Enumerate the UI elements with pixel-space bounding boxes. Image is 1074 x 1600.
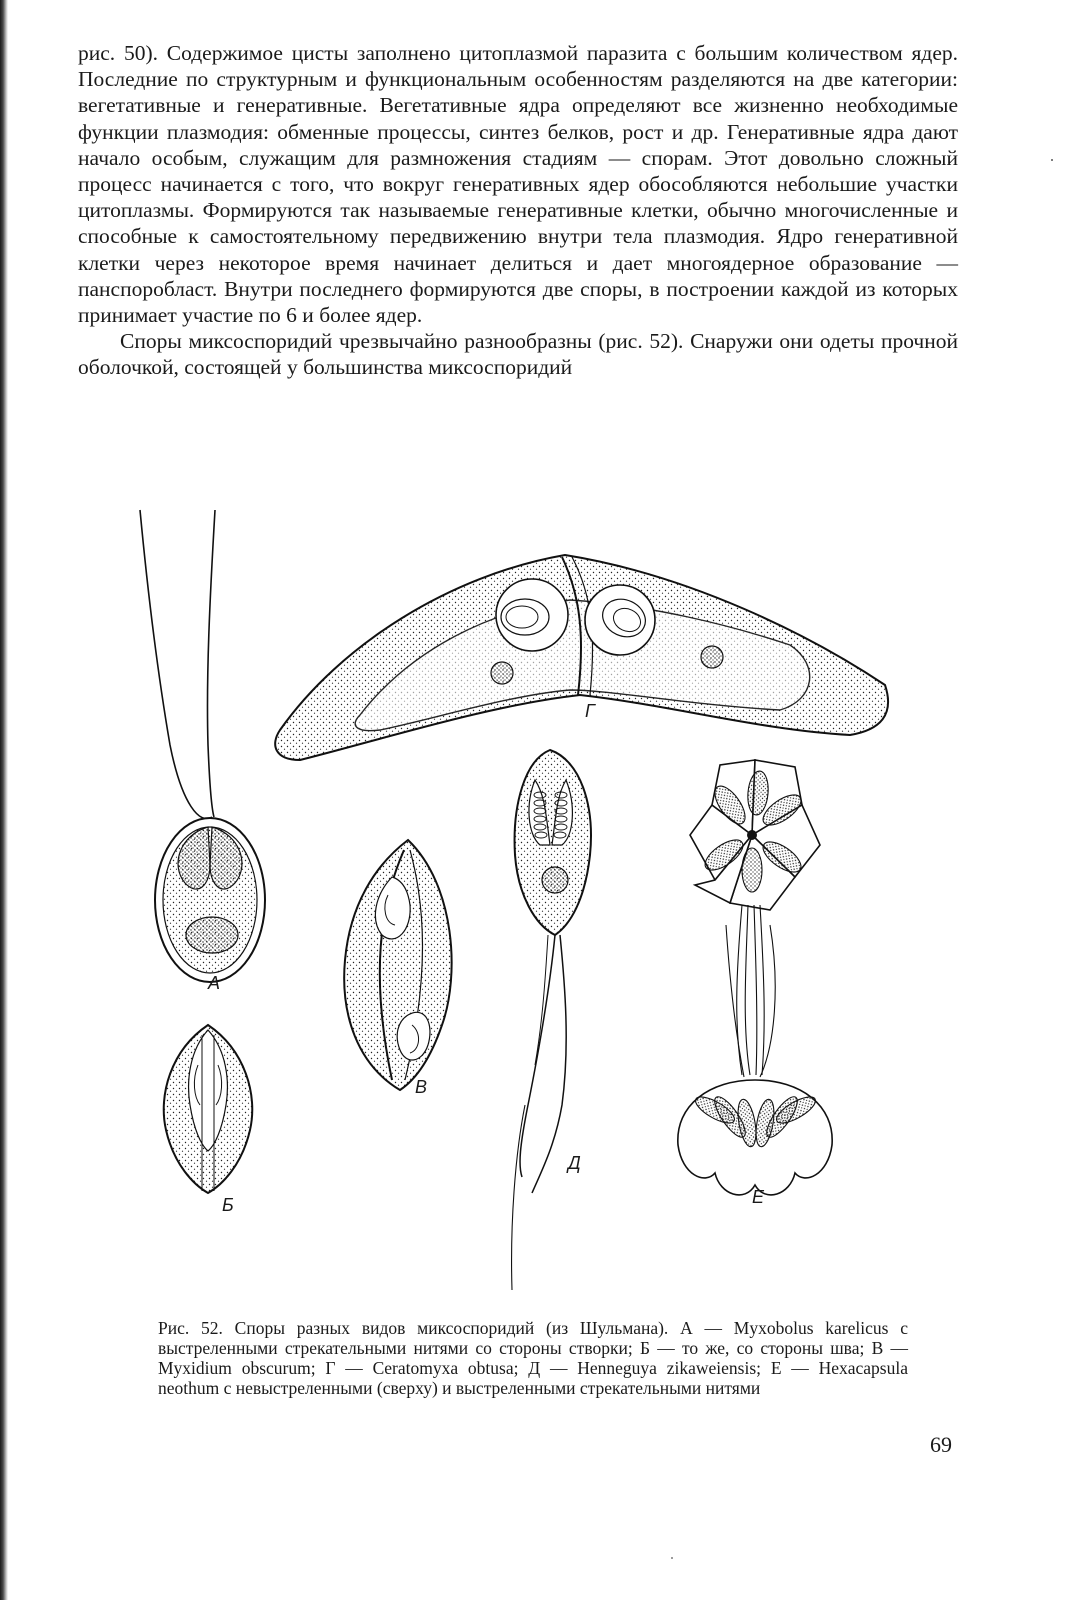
page-number: 69 xyxy=(930,1432,952,1457)
caption-text: Рис. 52. Споры разных видов миксоспоридий (из Шульмана). А — Myxobolus karelicus с выстреленными стрекательными нитями со стороны створки; Б — то же, со стороны шва; В — Myxidium obscurum; Г — Ceratomyxa obtusa; Д — Henneguya zikaweiensis; Е — Hexacapsula neothum с невыстреленными (сверху) и выстреленными стрекательными нитями xyxy=(158,1318,908,1398)
figure-label-d: Д xyxy=(568,1153,581,1173)
paragraph-1: рис. 50). Содержимое цисты заполнено цитоплазмой паразита с большим количеством ядер. Последние по структурным и функциональным особенностям разделяются на две категории: вегетативные и генеративные. Вегетативные ядра определяют все жизненно необходимые функции плазмодия: обменные процессы, синтез белков, рост и др. Генеративные ядра дают начало особым, служащим для размножения стадиям — спорам. Этот довольно сложный процесс начинается с того, что вокруг генеративных ядер обособляются небольшие участки цитоплазмы. Формируются так называемые генеративные клетки, обычно многочисленные и способные к самостоятельному передвижению внутри тела плазмодия. Ядро генеративной клетки через некоторое время начинает делиться и дает многоядерное образование — панспоробласт. Внутри последнего формируются две споры, в построении каждой из которых принимает участие по 6 и более ядер. xyxy=(78,41,958,328)
figure-label-v: В xyxy=(415,1077,428,1097)
paragraph-2: Споры миксоспоридий чрезвычайно разнообразны (рис. 52). Снаружи они одеты прочной оболочкой, состоящей у большинства миксоспоридий xyxy=(78,329,958,380)
figure-label-g: Г xyxy=(585,701,595,721)
figure-label-a: А xyxy=(208,973,221,993)
figure-label-e: Е xyxy=(752,1187,765,1207)
figure-label-b: Б xyxy=(222,1195,234,1215)
